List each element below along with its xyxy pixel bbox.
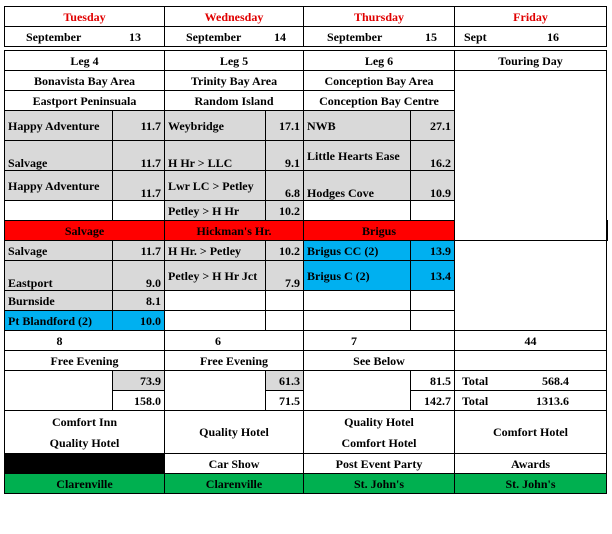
stop-distance: 9.0	[113, 261, 165, 291]
event: Car Show	[165, 454, 304, 474]
subtotal: 158.0	[113, 391, 165, 411]
hotel: Quality Hotel	[5, 432, 165, 454]
stage-count	[165, 331, 304, 351]
date-wednesday	[165, 27, 304, 47]
subtotal: 73.9	[113, 371, 165, 391]
friday-blank	[455, 71, 607, 241]
empty-cell	[304, 371, 411, 411]
total-label: Total	[462, 373, 489, 388]
stop-distance: 7.9	[266, 261, 304, 291]
stage-distance: 10.2	[266, 201, 304, 221]
subtotal: 61.3	[266, 371, 304, 391]
stop-distance: 13.9	[411, 241, 455, 261]
evening-plan: Free Evening	[165, 351, 304, 371]
empty-cell	[165, 371, 266, 411]
stage-name: Happy Adventure	[5, 111, 113, 141]
empty-cell	[411, 291, 455, 311]
stop-header	[607, 221, 608, 241]
day-wednesday: Wednesday	[165, 7, 304, 27]
stop-name: Salvage	[5, 241, 113, 261]
area-name: Bonavista Bay Area	[5, 71, 165, 91]
total-cell	[455, 371, 607, 391]
event: Awards	[455, 454, 607, 474]
stop-name: Pt Blandford (2)	[5, 311, 113, 331]
stage-name: Hodges Cove	[304, 171, 411, 201]
stage-name: Salvage	[5, 141, 113, 171]
stop-name: Brigus CC (2)	[304, 241, 411, 261]
sub-area: Conception Bay Centre	[304, 91, 455, 111]
hotel: Comfort Hotel	[304, 432, 455, 454]
stop-distance: 10.2	[266, 241, 304, 261]
stage-count	[5, 331, 165, 351]
stop-distance: 11.7	[113, 241, 165, 261]
sub-area: Random Island	[165, 91, 304, 111]
stage-count-value: 8	[56, 333, 63, 348]
base-city: St. John's	[304, 474, 455, 494]
stop-name: Brigus C (2)	[304, 261, 411, 291]
subtotal: 142.7	[411, 391, 455, 411]
stage-name: Little Hearts Ease	[304, 141, 411, 171]
hotel: Quality Hotel	[304, 411, 455, 433]
empty-cell	[304, 311, 411, 331]
sub-area: Eastport Peninsuala	[5, 91, 165, 111]
empty-cell	[411, 311, 455, 331]
evening-plan: Free Evening	[5, 351, 165, 371]
hotel: Comfort Hotel	[455, 411, 607, 454]
stage-distance: 16.2	[411, 141, 455, 171]
date-number: 13	[129, 29, 141, 44]
stage-distance: 9.1	[266, 141, 304, 171]
base-city: St. John's	[455, 474, 607, 494]
total-value: 568.4	[542, 373, 569, 388]
stage-count-value: 7	[351, 333, 357, 348]
subtotal: 81.5	[411, 371, 455, 391]
stage-distance: 10.9	[411, 171, 455, 201]
stage-distance: 11.7	[113, 171, 165, 201]
empty-cell	[5, 371, 113, 411]
month-label: September	[186, 29, 242, 44]
stop-header: Hickman's Hr.	[165, 221, 304, 241]
empty-cell	[304, 201, 411, 221]
stage-distance: 17.1	[266, 111, 304, 141]
empty-cell	[113, 201, 165, 221]
stop-distance: 8.1	[113, 291, 165, 311]
stage-distance: 27.1	[411, 111, 455, 141]
day-thursday: Thursday	[304, 7, 455, 27]
stop-distance: 13.4	[411, 261, 455, 291]
stage-name: Lwr LC > Petley	[165, 171, 266, 201]
empty-cell	[266, 291, 304, 311]
stage-name: H Hr > LLC	[165, 141, 266, 171]
stage-distance: 11.7	[113, 111, 165, 141]
leg-title: Touring Day	[455, 51, 607, 71]
stop-distance: 10.0	[113, 311, 165, 331]
empty-cell	[266, 311, 304, 331]
total-cell	[455, 391, 607, 411]
evening-plan: See Below	[304, 351, 455, 371]
total-label: Total	[462, 393, 489, 408]
total-value: 1313.6	[536, 393, 569, 408]
stage-count	[304, 331, 455, 351]
subtotal: 71.5	[266, 391, 304, 411]
day-friday: Friday	[455, 7, 607, 27]
stop-name: Eastport	[5, 261, 113, 291]
month-label: Sept	[464, 29, 487, 44]
hotel: Quality Hotel	[165, 411, 304, 454]
date-friday	[455, 27, 607, 47]
base-city: Clarenville	[5, 474, 165, 494]
empty-cell	[455, 351, 607, 371]
stop-name: Petley > H Hr Jct	[165, 261, 266, 291]
stage-name: Happy Adventure	[5, 171, 113, 201]
empty-cell	[304, 291, 411, 311]
date-number: 14	[274, 29, 286, 44]
empty-cell	[165, 291, 266, 311]
date-tuesday	[5, 27, 165, 47]
stop-header: Salvage	[5, 221, 165, 241]
stage-distance: 11.7	[113, 141, 165, 171]
event-blank	[5, 454, 165, 474]
event: Post Event Party	[304, 454, 455, 474]
hotel: Comfort Inn	[5, 411, 165, 433]
empty-cell	[165, 311, 266, 331]
leg-title: Leg 6	[304, 51, 455, 71]
stop-name: H Hr. > Petley	[165, 241, 266, 261]
stage-distance: 6.8	[266, 171, 304, 201]
stop-name: Burnside	[5, 291, 113, 311]
area-name: Trinity Bay Area	[165, 71, 304, 91]
stage-count-value: 6	[215, 333, 221, 348]
empty-cell	[5, 201, 113, 221]
stage-count: 44	[455, 331, 607, 351]
rally-schedule-table	[4, 6, 608, 494]
friday-blank	[455, 241, 607, 331]
stage-name: Petley > H Hr	[165, 201, 266, 221]
stage-name: NWB	[304, 111, 411, 141]
month-label: September	[26, 29, 82, 44]
date-thursday	[304, 27, 455, 47]
area-name: Conception Bay Area	[304, 71, 455, 91]
base-city: Clarenville	[165, 474, 304, 494]
month-label: September	[327, 29, 383, 44]
empty-cell	[411, 201, 455, 221]
leg-title: Leg 5	[165, 51, 304, 71]
stage-name: Weybridge	[165, 111, 266, 141]
day-tuesday: Tuesday	[5, 7, 165, 27]
date-number: 15	[425, 29, 437, 44]
leg-title: Leg 4	[5, 51, 165, 71]
stop-header: Brigus	[304, 221, 455, 241]
date-number: 16	[547, 29, 559, 44]
